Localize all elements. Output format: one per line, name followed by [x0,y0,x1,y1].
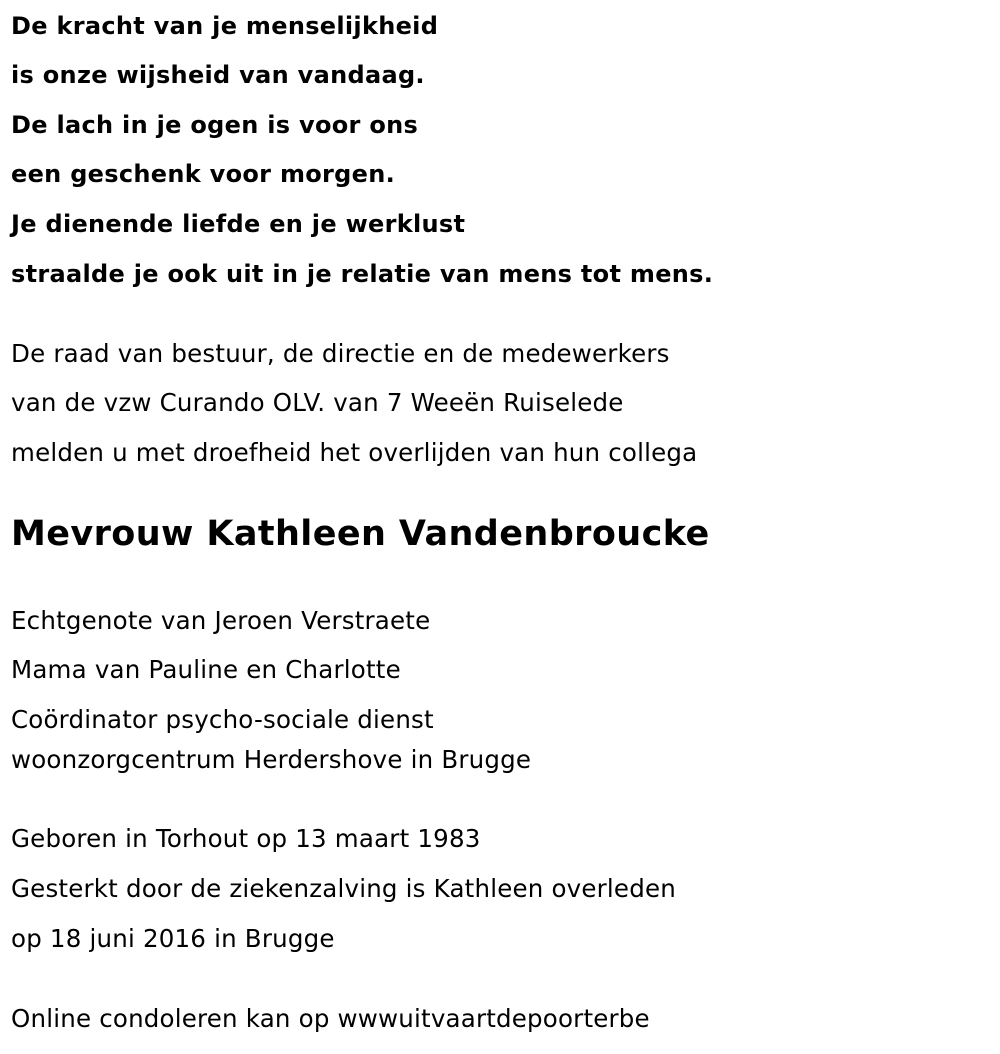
date-line: op 18 juni 2016 in Brugge [11,924,335,953]
relation-line: Echtgenote van Jeroen Verstraete [11,606,431,635]
poem-line: De lach in je ogen is voor ons [11,111,419,139]
date-line: Gesterkt door de ziekenzalving is Kathleen overleden [11,874,676,903]
deceased-name: Mevrouw Kathleen Vandenbroucke [11,514,710,554]
date-line: Geboren in Torhout op 13 maart 1983 [11,824,481,853]
poem-line: een geschenk voor morgen. [11,160,396,188]
relation-line: woonzorgcentrum Herdershove in Brugge [11,745,532,774]
relation-line: Mama van Pauline en Charlotte [11,655,401,684]
condolence-text: Online condoleren kan op wwwuitvaartdepoorterbe [11,1004,650,1033]
announcement-line: melden u met droefheid het overlijden van hun collega [11,438,698,467]
announcement-line: De raad van bestuur, de directie en de medewerkers [11,339,670,368]
poem-line: is onze wijsheid van vandaag. [11,61,425,89]
poem-line: straalde je ook uit in je relatie van mens tot mens. [11,260,714,288]
poem-line: De kracht van je menselijkheid [11,12,439,40]
announcement-line: van de vzw Curando OLV. van 7 Weeën Ruiselede [11,388,624,417]
relation-line: Coördinator psycho-sociale dienst [11,705,434,734]
poem-line: Je dienende liefde en je werklust [11,210,466,238]
